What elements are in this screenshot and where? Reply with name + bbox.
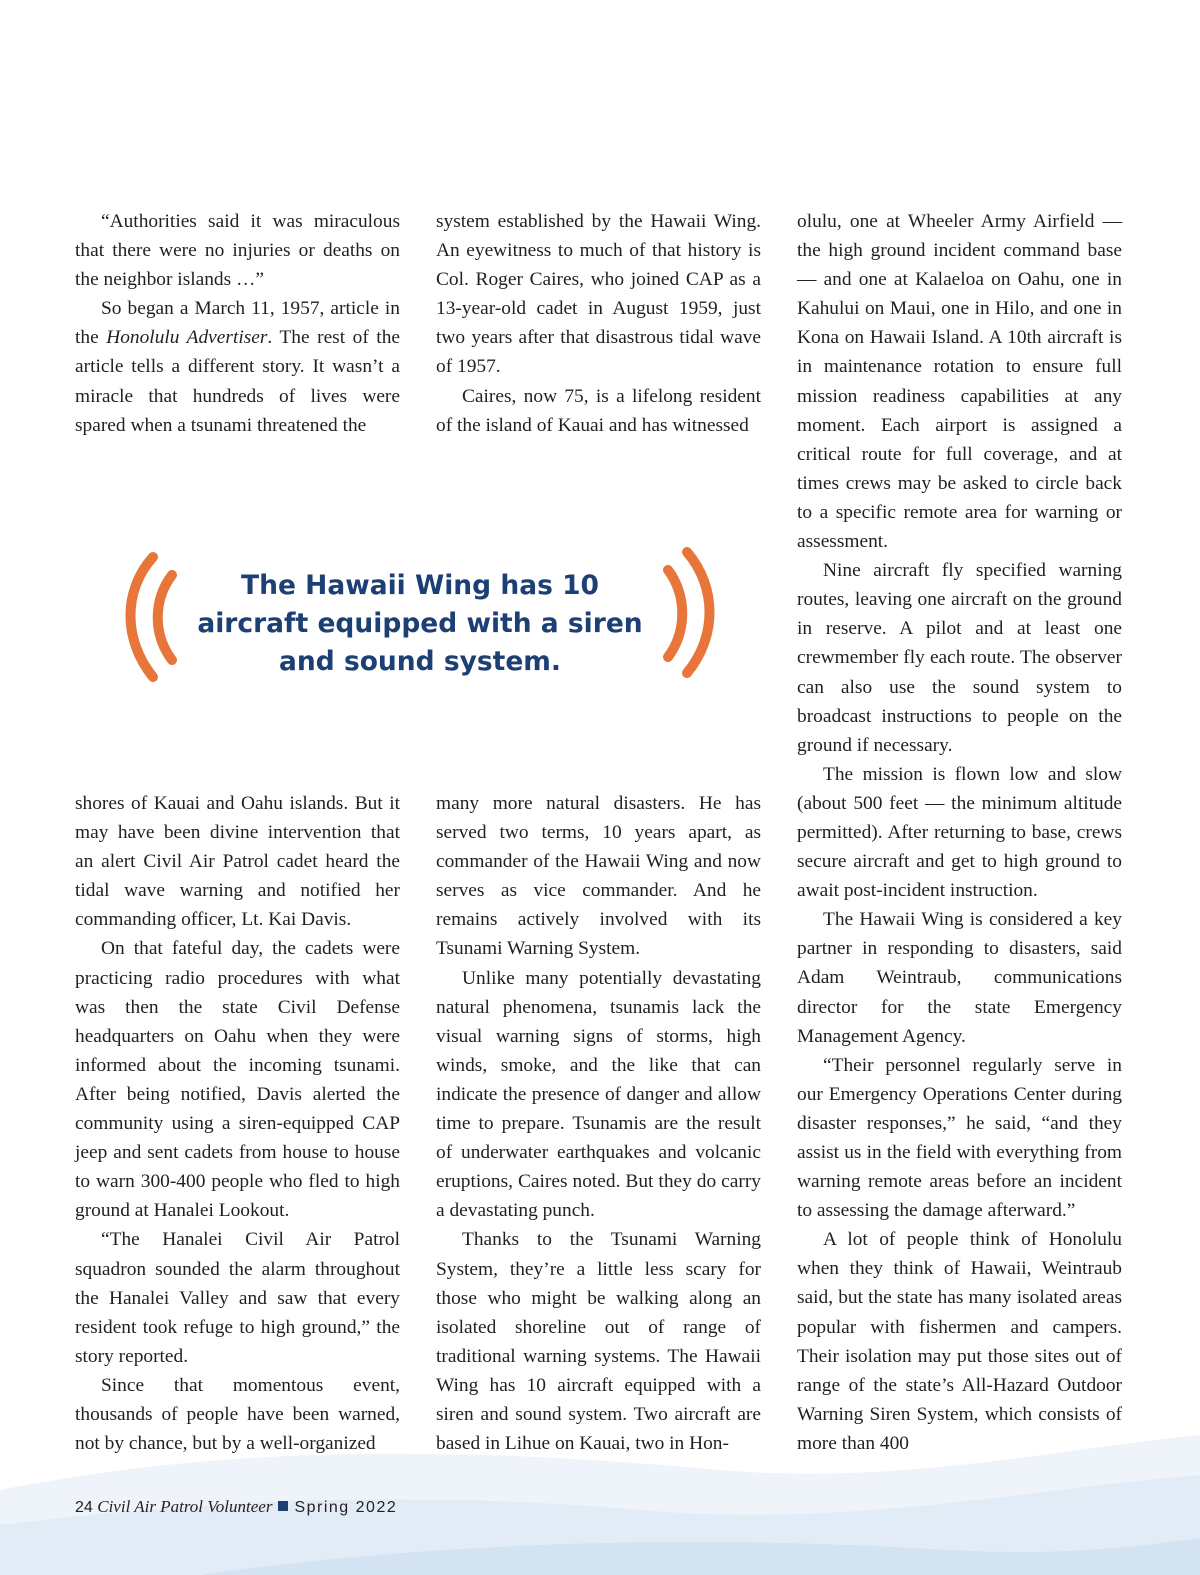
paragraph: Since that momentous event, thousands of people have been warned, not by chance, but by a well-organized [75,1374,400,1455]
paragraph: The Hawaii Wing is considered a key partner in responding to disasters, said Adam Weintraub, communications director for the state Emergency Management Agency. [797,909,1122,1047]
paragraph: shores of Kauai and Oahu islands. But it may have been divine intervention that an alert Civil Air Patrol cadet heard the tidal wave warning and notified her commanding officer, Lt. Kai Davis. [75,793,400,931]
pull-quote [120,545,720,690]
paragraph: olulu, one at Wheeler Army Airfield — the high ground incident command base — and one at Kalaeloa on Oahu, one in Kahului on Maui, one in Hilo, and one in Kona on Hawaii Island. A 10th aircraft is in maintenance rotation to ensure full mission readiness capabilities at any moment. Each airport is assigned a critical route for full coverage, and at times crews may be asked to circle back to a specific remote area for warning or assessment. [797,211,1122,553]
article-column-2-top [436,207,761,440]
paragraph: Caires, now 75, is a lifelong resident of the island of Kauai and has witnessed [436,385,761,436]
article-column-2-bottom [436,789,761,1458]
article-column-3 [797,207,1122,1458]
pull-quote-text: The Hawaii Wing has 10 aircraft equipped with a siren and sound system. [197,570,643,677]
paragraph: So began a March 11, 1957, article in the Honolulu Advertiser. The rest of the article tells a different story. It wasn’t a miracle that hundreds of lives were spared when a tsunami threatened the [75,298,400,436]
paragraph: A lot of people think of Honolulu when they think of Hawaii, Weintraub said, but the state has many isolated areas popular with fishermen and campers. Their isolation may put those sites out of range of the state’s All-Hazard Outdoor Warning Siren System, which consists of more than 400 [797,1229,1122,1454]
issue-season: Spring 2022 [294,1499,398,1516]
paragraph: On that fateful day, the cadets were practicing radio procedures with what was then the state Civil Defense headquarters on Oahu when they were informed about the incoming tsunami. After being notified, Davis alerted the community using a siren-equipped CAP jeep and sent cadets from house to house to warn 300-400 people who fled to high ground at Hanalei Lookout. [75,938,400,1222]
article-column-1-top [75,207,400,440]
page-number: 24 [75,1499,93,1516]
paragraph: “The Hanalei Civil Air Patrol squadron sounded the alarm throughout the Hanalei Valley and saw that every resident took refuge to high ground,” the story reported. [75,1229,400,1367]
paragraph: Nine aircraft fly specified warning routes, leaving one aircraft on the ground in reserve. A pilot and at least one crewmember fly each route. The observer can also use the sound system to broadcast instructions to people on the ground if necessary. [797,560,1122,756]
paragraph: Thanks to the Tsunami Warning System, they’re a little less scary for those who might be walking along an isolated shoreline out of range of traditional warning systems. The Hawaii Wing has 10 aircraft equipped with a siren and sound system. Two aircraft are based in Lihue on Kauai, two in Hon- [436,1229,761,1455]
paragraph: Unlike many potentially devastating natural phenomena, tsunamis lack the visual warning signs of storms, high winds, smoke, and the like that can indicate the presence of danger and allow time to prepare. Tsunamis are the result of underwater earthquakes and volcanic eruptions, Caires noted. But they do carry a devastating punch. [436,967,761,1222]
publication-name: Honolulu Advertiser [106,327,268,349]
publication-title: Civil Air Patrol Volunteer [97,1497,273,1516]
paragraph: system established by the Hawaii Wing. An eyewitness to much of that history is Col. Roger Caires, who joined CAP as a 13-year-old cadet in August 1959, just two years after that disastrous tidal wave of 1957. [436,211,761,378]
paragraph: The mission is flown low and slow (about 500 feet — the minimum altitude permitted). After returning to base, crews secure aircraft and get to high ground to await post-incident instruction. [797,763,1122,902]
article-column-1-bottom [75,789,400,1458]
paragraph: “Their personnel regularly serve in our Emergency Operations Center during disaster responses,” he said, “and they assist us in the field with everything from warning remote areas before an incident to assessing the damage afterward.” [797,1054,1122,1222]
sound-wave-right-icon [668,552,710,673]
paragraph: many more natural disasters. He has served two terms, 10 years apart, as commander of the Hawaii Wing and now serves as vice commander. And he remains actively involved with its Tsunami Warning System. [436,793,761,960]
square-separator-icon [278,1501,288,1511]
page-footer [75,1497,397,1517]
sound-wave-left-icon [131,557,173,677]
paragraph: “Authorities said it was miraculous that there were no injuries or deaths on the neighbor islands …” [75,211,400,291]
